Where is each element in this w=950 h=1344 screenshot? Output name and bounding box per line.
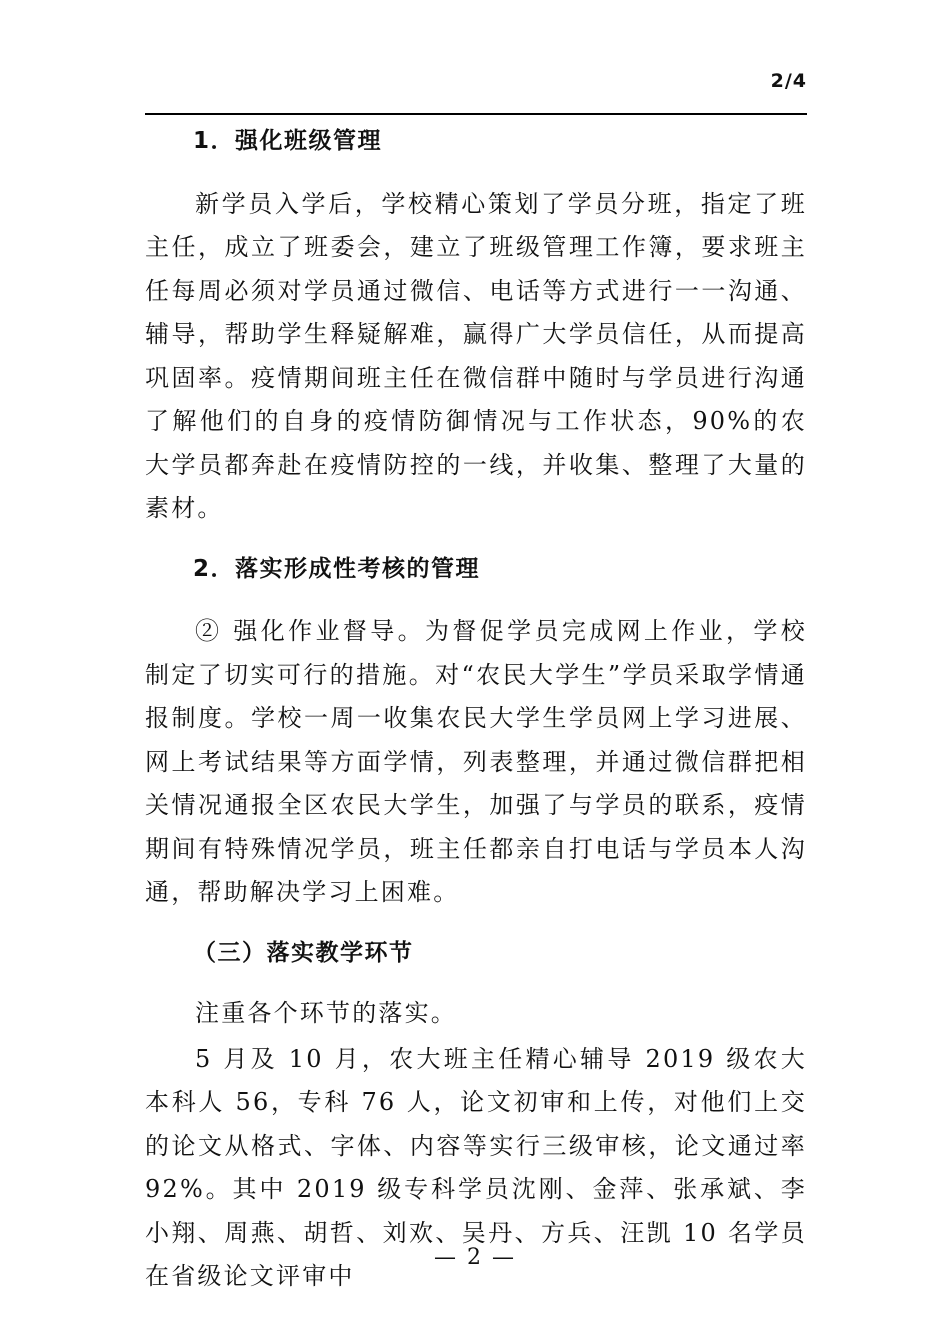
- section-heading-teaching: （三）落实教学环节: [193, 939, 414, 966]
- paragraph-assessment: ② 强化作业督导。为督促学员完成网上作业，学校制定了切实可行的措施。对“农民大学生”学员采取学情通报制度。学校一周一收集农民大学生学员网上学习进展、网上考试结果等方面学情，列表整理，并通过微信群把相关情况通报全区农民大学生，加强了与学员的联系，疫情期间有特殊情况学员，班主任都亲自打电话与学员本人沟通，帮助解决学习上困难。: [145, 617, 807, 906]
- paragraph-teaching-thesis: 5 月及 10 月，农大班主任精心辅导 2019 级农大本科人 56，专科 76 人，论文初审和上传，对他们上交的论文从格式、字体、内容等实行三级审核，论文通过率 92%。其中 2019 级专科学员沈刚、金萍、张承斌、李小翔、周燕、胡哲、刘欢、吴丹、方兵、汪凯 10 名学员在省级论文评审中: [145, 1044, 807, 1290]
- paragraph-teaching-intro: 注重各个环节的落实。: [195, 999, 457, 1027]
- section-heading-assessment: 2．落实形成性考核的管理: [193, 555, 481, 582]
- paragraph-class-management: 新学员入学后，学校精心策划了学员分班，指定了班主任，成立了班委会，建立了班级管理工作簿，要求班主任每周必须对学员通过微信、电话等方式进行一一沟通、辅导，帮助学生释疑解难，赢得广大学员信任，从而提高巩固率。疫情期间班主任在微信群中随时与学员进行沟通了解他们的自身的疫情防御情况与工作状态，90%的农大学员都奔赴在疫情防控的一线，并收集、整理了大量的素材。: [145, 189, 807, 522]
- section-heading-class-management: 1．强化班级管理: [193, 128, 383, 154]
- header-rule: [145, 113, 807, 115]
- page-number: — 2 —: [434, 1245, 516, 1270]
- document-body: [145, 116, 807, 1299]
- page-indicator: 2/4: [770, 70, 807, 92]
